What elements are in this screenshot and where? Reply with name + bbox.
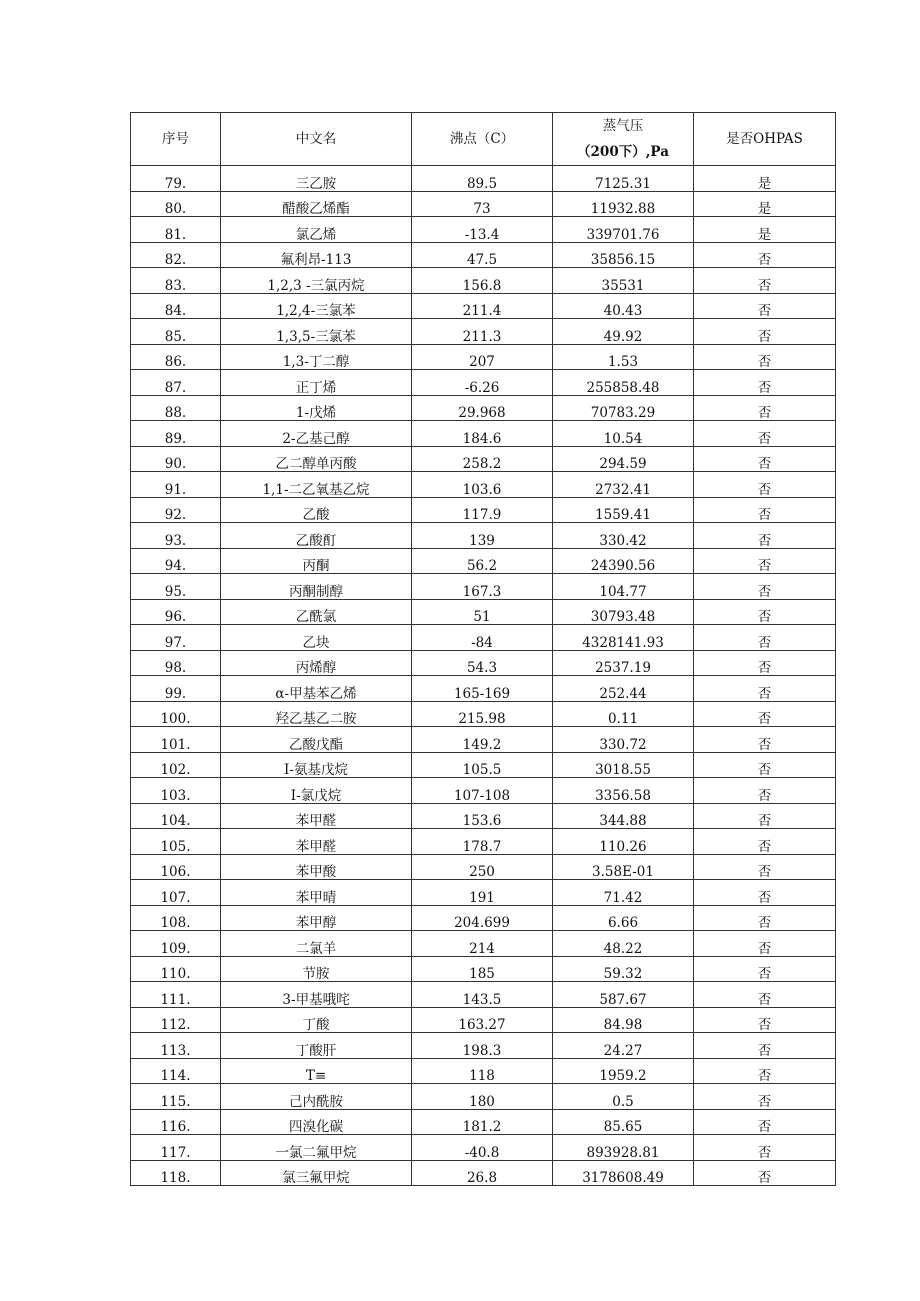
row-ohpas: 否 xyxy=(694,931,836,957)
row-name: 苯甲醇 xyxy=(221,905,412,931)
row-boiling-point: 181.2 xyxy=(412,1109,553,1135)
row-vapor-pressure: 252.44 xyxy=(553,676,694,702)
row-ohpas: 否 xyxy=(694,1084,836,1110)
row-index: 82. xyxy=(131,242,221,268)
row-vapor-pressure: 255858.48 xyxy=(553,370,694,396)
row-ohpas: 否 xyxy=(694,1109,836,1135)
header-index: 序号 xyxy=(131,113,221,166)
row-ohpas: 否 xyxy=(694,778,836,804)
row-index: 113. xyxy=(131,1033,221,1059)
row-boiling-point: 215.98 xyxy=(412,701,553,727)
row-vapor-pressure: 339701.76 xyxy=(553,217,694,243)
row-vapor-pressure: 30793.48 xyxy=(553,599,694,625)
row-name: 苯甲晴 xyxy=(221,880,412,906)
row-vapor-pressure: 3178608.49 xyxy=(553,1160,694,1186)
table-row xyxy=(131,752,836,778)
row-vapor-pressure: 2537.19 xyxy=(553,650,694,676)
header-ohpas: 是否OHPAS xyxy=(694,113,836,166)
row-index: 93. xyxy=(131,523,221,549)
row-ohpas: 否 xyxy=(694,370,836,396)
header-vapor-pressure-line1: 蒸气压 xyxy=(602,118,644,134)
table-row xyxy=(131,931,836,957)
row-vapor-pressure: 3.58E-01 xyxy=(553,854,694,880)
row-name: 苯甲醛 xyxy=(221,829,412,855)
table-row xyxy=(131,523,836,549)
row-vapor-pressure: 48.22 xyxy=(553,931,694,957)
row-name: 乙酸酊 xyxy=(221,523,412,549)
row-boiling-point: 211.4 xyxy=(412,293,553,319)
row-boiling-point: 73 xyxy=(412,191,553,217)
row-name: 乙酸戊酯 xyxy=(221,727,412,753)
row-boiling-point: 198.3 xyxy=(412,1033,553,1059)
row-name: 三乙胺 xyxy=(221,166,412,192)
row-vapor-pressure: 6.66 xyxy=(553,905,694,931)
row-boiling-point: 214 xyxy=(412,931,553,957)
row-index: 102. xyxy=(131,752,221,778)
table-row xyxy=(131,1033,836,1059)
table-row xyxy=(131,599,836,625)
row-ohpas: 否 xyxy=(694,268,836,294)
row-boiling-point: 89.5 xyxy=(412,166,553,192)
row-name: 丙酮 xyxy=(221,548,412,574)
row-boiling-point: 47.5 xyxy=(412,242,553,268)
row-index: 116. xyxy=(131,1109,221,1135)
table-body xyxy=(131,166,836,1186)
row-name: 羟乙基乙二胺 xyxy=(221,701,412,727)
row-vapor-pressure: 11932.88 xyxy=(553,191,694,217)
row-boiling-point: 56.2 xyxy=(412,548,553,574)
row-index: 84. xyxy=(131,293,221,319)
table-row xyxy=(131,191,836,217)
row-boiling-point: 103.6 xyxy=(412,472,553,498)
row-boiling-point: 51 xyxy=(412,599,553,625)
table-row xyxy=(131,1058,836,1084)
row-boiling-point: 184.6 xyxy=(412,421,553,447)
row-ohpas: 否 xyxy=(694,829,836,855)
row-name: 苯甲醛 xyxy=(221,803,412,829)
row-name: I-氯戊烷 xyxy=(221,778,412,804)
row-ohpas: 否 xyxy=(694,625,836,651)
row-index: 109. xyxy=(131,931,221,957)
row-ohpas: 否 xyxy=(694,523,836,549)
row-ohpas: 否 xyxy=(694,1033,836,1059)
row-name: 乙二醇单丙酸 xyxy=(221,446,412,472)
row-boiling-point: 258.2 xyxy=(412,446,553,472)
row-boiling-point: 156.8 xyxy=(412,268,553,294)
row-boiling-point: 118 xyxy=(412,1058,553,1084)
table-row xyxy=(131,497,836,523)
row-name: 1,2,4-三氯苯 xyxy=(221,293,412,319)
row-boiling-point: 178.7 xyxy=(412,829,553,855)
row-ohpas: 否 xyxy=(694,905,836,931)
row-index: 90. xyxy=(131,446,221,472)
row-vapor-pressure: 4328141.93 xyxy=(553,625,694,651)
row-boiling-point: -40.8 xyxy=(412,1135,553,1161)
row-boiling-point: 165-169 xyxy=(412,676,553,702)
table-row xyxy=(131,370,836,396)
row-ohpas: 否 xyxy=(694,395,836,421)
table-row xyxy=(131,854,836,880)
row-ohpas: 否 xyxy=(694,701,836,727)
row-ohpas: 否 xyxy=(694,319,836,345)
row-index: 89. xyxy=(131,421,221,447)
row-index: 103. xyxy=(131,778,221,804)
row-index: 105. xyxy=(131,829,221,855)
chemical-table xyxy=(130,112,836,1186)
row-ohpas: 否 xyxy=(694,599,836,625)
table-row xyxy=(131,242,836,268)
row-ohpas: 是 xyxy=(694,166,836,192)
row-vapor-pressure: 294.59 xyxy=(553,446,694,472)
header-boiling-point xyxy=(412,113,553,166)
row-boiling-point: 107-108 xyxy=(412,778,553,804)
row-boiling-point: 204.699 xyxy=(412,905,553,931)
table-row xyxy=(131,1109,836,1135)
row-name: 正丁烯 xyxy=(221,370,412,396)
row-index: 114. xyxy=(131,1058,221,1084)
row-vapor-pressure: 0.11 xyxy=(553,701,694,727)
row-name: 乙酸 xyxy=(221,497,412,523)
row-vapor-pressure: 344.88 xyxy=(553,803,694,829)
row-index: 80. xyxy=(131,191,221,217)
row-index: 101. xyxy=(131,727,221,753)
row-vapor-pressure: 59.32 xyxy=(553,956,694,982)
table-row xyxy=(131,701,836,727)
row-index: 110. xyxy=(131,956,221,982)
table-row xyxy=(131,803,836,829)
table-row xyxy=(131,166,836,192)
row-index: 91. xyxy=(131,472,221,498)
row-boiling-point: 163.27 xyxy=(412,1007,553,1033)
row-index: 83. xyxy=(131,268,221,294)
row-boiling-point: 117.9 xyxy=(412,497,553,523)
row-name: 2-乙基己醇 xyxy=(221,421,412,447)
row-boiling-point: 54.3 xyxy=(412,650,553,676)
row-name: 氟利昂-113 xyxy=(221,242,412,268)
header-name: 中文名 xyxy=(221,113,412,166)
row-vapor-pressure: 71.42 xyxy=(553,880,694,906)
row-name: I-氨基戊烷 xyxy=(221,752,412,778)
row-index: 100. xyxy=(131,701,221,727)
table-row xyxy=(131,344,836,370)
row-name: 乙块 xyxy=(221,625,412,651)
table-row xyxy=(131,625,836,651)
row-ohpas: 否 xyxy=(694,497,836,523)
row-index: 117. xyxy=(131,1135,221,1161)
row-name: 四溴化碳 xyxy=(221,1109,412,1135)
row-vapor-pressure: 84.98 xyxy=(553,1007,694,1033)
row-ohpas: 否 xyxy=(694,1058,836,1084)
row-boiling-point: 191 xyxy=(412,880,553,906)
row-boiling-point: 143.5 xyxy=(412,982,553,1008)
table-row xyxy=(131,1135,836,1161)
row-name: 二氯羊 xyxy=(221,931,412,957)
table-row xyxy=(131,574,836,600)
row-name: 丙烯醇 xyxy=(221,650,412,676)
table-row xyxy=(131,650,836,676)
row-ohpas: 否 xyxy=(694,803,836,829)
row-ohpas: 是 xyxy=(694,191,836,217)
row-name: 丁酸 xyxy=(221,1007,412,1033)
row-ohpas: 否 xyxy=(694,574,836,600)
row-name: 1,3-丁二醇 xyxy=(221,344,412,370)
row-ohpas: 否 xyxy=(694,676,836,702)
row-boiling-point: 250 xyxy=(412,854,553,880)
row-boiling-point: -13.4 xyxy=(412,217,553,243)
table-row xyxy=(131,548,836,574)
row-index: 95. xyxy=(131,574,221,600)
row-name: 己内酰胺 xyxy=(221,1084,412,1110)
row-boiling-point: 29.968 xyxy=(412,395,553,421)
row-name: 苯甲酸 xyxy=(221,854,412,880)
row-ohpas: 否 xyxy=(694,548,836,574)
table-row xyxy=(131,778,836,804)
row-ohpas: 否 xyxy=(694,1160,836,1186)
row-name: 1,2,3 -三氯丙烷 xyxy=(221,268,412,294)
row-index: 104. xyxy=(131,803,221,829)
row-vapor-pressure: 893928.81 xyxy=(553,1135,694,1161)
row-boiling-point: 149.2 xyxy=(412,727,553,753)
row-name: T≡ xyxy=(221,1058,412,1084)
row-ohpas: 否 xyxy=(694,242,836,268)
row-vapor-pressure: 3356.58 xyxy=(553,778,694,804)
row-vapor-pressure: 35856.15 xyxy=(553,242,694,268)
row-index: 86. xyxy=(131,344,221,370)
row-boiling-point: -6.26 xyxy=(412,370,553,396)
row-ohpas: 否 xyxy=(694,880,836,906)
row-name: 1,1-二乙氧基乙烷 xyxy=(221,472,412,498)
table-row xyxy=(131,395,836,421)
row-name: 1-戊烯 xyxy=(221,395,412,421)
row-ohpas: 否 xyxy=(694,650,836,676)
row-boiling-point: 167.3 xyxy=(412,574,553,600)
row-name: 乙酰氯 xyxy=(221,599,412,625)
row-name: 醋酸乙烯酯 xyxy=(221,191,412,217)
row-name: 3-甲基哦咤 xyxy=(221,982,412,1008)
row-index: 107. xyxy=(131,880,221,906)
row-ohpas: 否 xyxy=(694,344,836,370)
row-vapor-pressure: 2732.41 xyxy=(553,472,694,498)
row-vapor-pressure: 104.77 xyxy=(553,574,694,600)
row-index: 98. xyxy=(131,650,221,676)
row-ohpas: 是 xyxy=(694,217,836,243)
row-vapor-pressure: 35531 xyxy=(553,268,694,294)
table-row xyxy=(131,217,836,243)
table-row xyxy=(131,905,836,931)
header-boiling-point-label: 沸点（C） xyxy=(449,131,515,147)
row-vapor-pressure: 3018.55 xyxy=(553,752,694,778)
row-index: 99. xyxy=(131,676,221,702)
row-ohpas: 否 xyxy=(694,1135,836,1161)
row-vapor-pressure: 0.5 xyxy=(553,1084,694,1110)
table-row xyxy=(131,956,836,982)
table-row xyxy=(131,472,836,498)
table-row xyxy=(131,1007,836,1033)
row-index: 94. xyxy=(131,548,221,574)
row-ohpas: 否 xyxy=(694,421,836,447)
row-boiling-point: 185 xyxy=(412,956,553,982)
table-row xyxy=(131,421,836,447)
row-index: 97. xyxy=(131,625,221,651)
table-row xyxy=(131,1160,836,1186)
row-index: 111. xyxy=(131,982,221,1008)
row-ohpas: 否 xyxy=(694,472,836,498)
row-boiling-point: 26.8 xyxy=(412,1160,553,1186)
table-row xyxy=(131,268,836,294)
row-vapor-pressure: 24.27 xyxy=(553,1033,694,1059)
row-vapor-pressure: 10.54 xyxy=(553,421,694,447)
row-index: 87. xyxy=(131,370,221,396)
row-name: 节胺 xyxy=(221,956,412,982)
row-index: 112. xyxy=(131,1007,221,1033)
row-boiling-point: 211.3 xyxy=(412,319,553,345)
table-row xyxy=(131,319,836,345)
row-name: 氯三氟甲烷 xyxy=(221,1160,412,1186)
row-boiling-point: 207 xyxy=(412,344,553,370)
row-vapor-pressure: 330.42 xyxy=(553,523,694,549)
row-name: 丁酸肝 xyxy=(221,1033,412,1059)
row-vapor-pressure: 24390.56 xyxy=(553,548,694,574)
row-index: 79. xyxy=(131,166,221,192)
row-ohpas: 否 xyxy=(694,752,836,778)
row-vapor-pressure: 1959.2 xyxy=(553,1058,694,1084)
row-name: 一氯二氟甲烷 xyxy=(221,1135,412,1161)
row-name: α-甲基苯乙烯 xyxy=(221,676,412,702)
row-vapor-pressure: 587.67 xyxy=(553,982,694,1008)
row-index: 118. xyxy=(131,1160,221,1186)
row-name: 1,3,5-三氯苯 xyxy=(221,319,412,345)
row-vapor-pressure: 40.43 xyxy=(553,293,694,319)
table-row xyxy=(131,880,836,906)
table-header-row xyxy=(131,113,836,166)
row-boiling-point: 180 xyxy=(412,1084,553,1110)
row-index: 92. xyxy=(131,497,221,523)
row-name: 氯乙烯 xyxy=(221,217,412,243)
row-index: 85. xyxy=(131,319,221,345)
table-row xyxy=(131,727,836,753)
row-ohpas: 否 xyxy=(694,293,836,319)
row-index: 115. xyxy=(131,1084,221,1110)
row-boiling-point: -84 xyxy=(412,625,553,651)
row-vapor-pressure: 49.92 xyxy=(553,319,694,345)
row-index: 106. xyxy=(131,854,221,880)
header-vapor-pressure-line2: （200下）,Pa xyxy=(577,144,669,160)
row-ohpas: 否 xyxy=(694,982,836,1008)
header-vapor-pressure xyxy=(553,113,694,166)
table-row xyxy=(131,293,836,319)
row-ohpas: 否 xyxy=(694,446,836,472)
table-row xyxy=(131,982,836,1008)
row-index: 88. xyxy=(131,395,221,421)
row-ohpas: 否 xyxy=(694,727,836,753)
row-ohpas: 否 xyxy=(694,1007,836,1033)
row-boiling-point: 153.6 xyxy=(412,803,553,829)
row-vapor-pressure: 1.53 xyxy=(553,344,694,370)
table-row xyxy=(131,829,836,855)
row-index: 96. xyxy=(131,599,221,625)
row-index: 81. xyxy=(131,217,221,243)
row-vapor-pressure: 85.65 xyxy=(553,1109,694,1135)
row-vapor-pressure: 70783.29 xyxy=(553,395,694,421)
row-vapor-pressure: 110.26 xyxy=(553,829,694,855)
row-ohpas: 否 xyxy=(694,854,836,880)
row-index: 108. xyxy=(131,905,221,931)
row-vapor-pressure: 330.72 xyxy=(553,727,694,753)
row-name: 丙酮制醇 xyxy=(221,574,412,600)
row-boiling-point: 139 xyxy=(412,523,553,549)
row-boiling-point: 105.5 xyxy=(412,752,553,778)
row-vapor-pressure: 1559.41 xyxy=(553,497,694,523)
table-row xyxy=(131,1084,836,1110)
row-vapor-pressure: 7125.31 xyxy=(553,166,694,192)
row-ohpas: 否 xyxy=(694,956,836,982)
table-row xyxy=(131,676,836,702)
table-row xyxy=(131,446,836,472)
